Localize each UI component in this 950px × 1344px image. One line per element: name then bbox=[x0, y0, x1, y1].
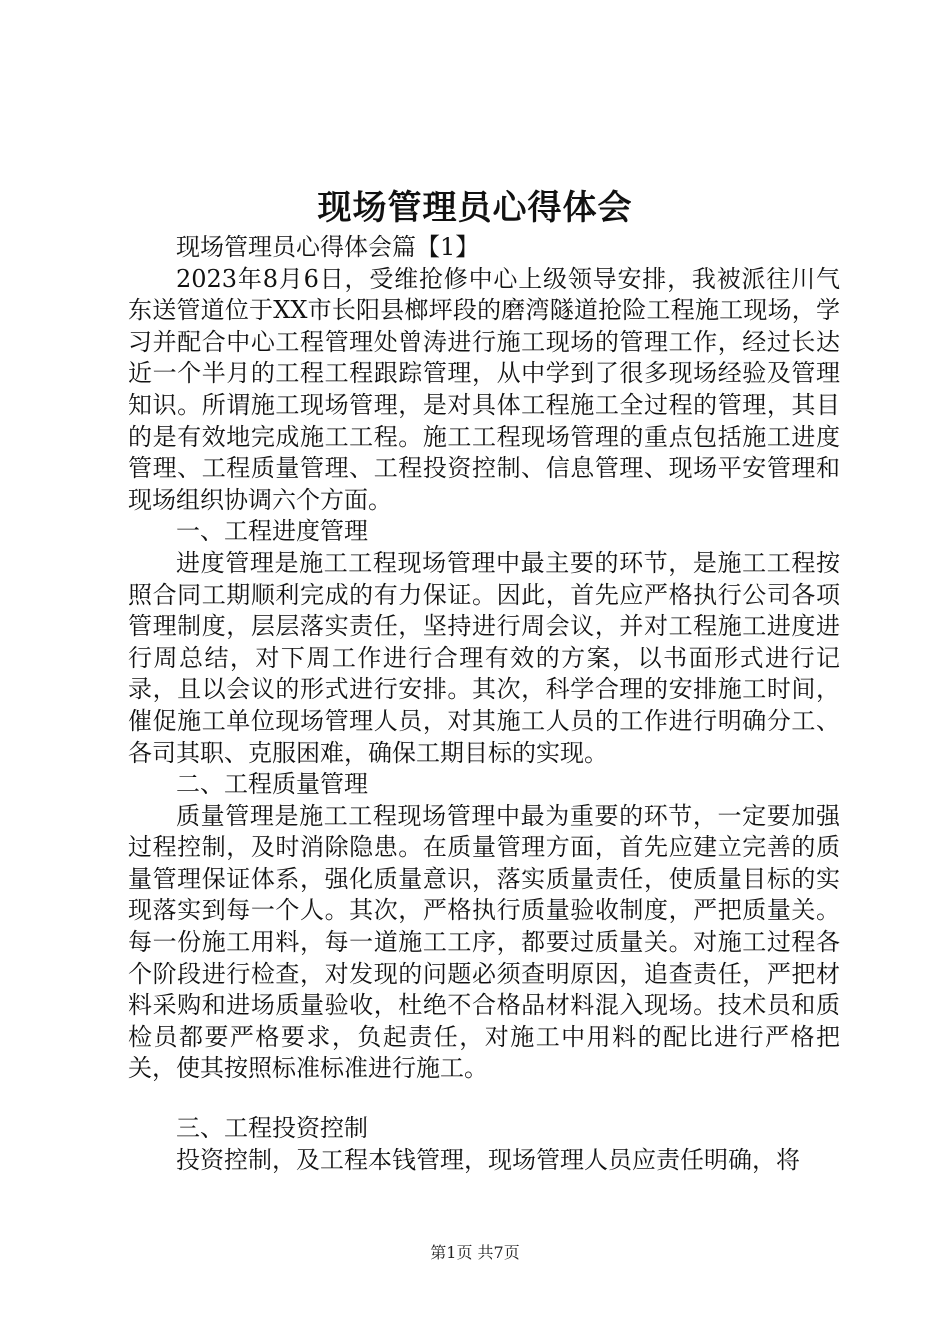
document-body bbox=[128, 232, 840, 1176]
intro-paragraph: 2023年8月6日，受维抢修中心上级领导安排，我被派往川气东送管道位于XX市长阳县榔坪段的磨湾隧道抢险工程施工现场，学习并配合中心工程管理处曾涛进行施工现场的管理工作，经过长达近一个半月的工程工程跟踪管理，从中学到了很多现场经验及管理知识。所谓施工现场管理，是对具体工程施工全过程的管理，其目的是有效地完成施工工程。施工工程现场管理的重点包括施工进度管理、工程质量管理、工程投资控制、信息管理、现场平安管理和现场组织协调六个方面。 bbox=[128, 264, 840, 514]
document-title: 现场管理员心得体会 bbox=[317, 188, 633, 228]
quality-paragraph: 质量管理是施工工程现场管理中最为重要的环节，一定要加强过程控制，及时消除隐患。在质量管理方面，首先应建立完善的质量管理保证体系，强化质量意识，落实质量责任，使质量目标的实现落实到每一个人。其次，严格执行质量验收制度，严把质量关。每一份施工用料，每一道施工工序，都要过质量关。对施工过程各个阶段进行检查，对发现的问题必须查明原因，追查责任，严把材料采购和进场质量验收，杜绝不合格品材料混入现场。技术员和质检员都要严格要求，负起责任，对施工中用料的配比进行严格把关，使其按照标准标准进行施工。 bbox=[128, 801, 840, 1083]
progress-paragraph: 进度管理是施工工程现场管理中最主要的环节，是施工工程按照合同工期顺利完成的有力保证。因此，首先应严格执行公司各项管理制度，层层落实责任，坚持进行周会议，并对工程施工进度进行周总结，对下周工作进行合理有效的方案，以书面形式进行记录，且以会议的形式进行安排。其次，科学合理的安排施工时间，催促施工单位现场管理人员，对其施工人员的工作进行明确分工、各司其职、克服困难，确保工期目标的实现。 bbox=[128, 548, 840, 767]
page-footer: 第1页 共7页 bbox=[430, 1243, 520, 1262]
subtitle-paragraph: 现场管理员心得体会篇【1】 bbox=[176, 233, 480, 261]
section-heading-quality: 二、工程质量管理 bbox=[176, 770, 368, 799]
investment-paragraph: 投资控制，及工程本钱管理，现场管理人员应责任明确，将 bbox=[176, 1145, 800, 1174]
section-heading-investment: 三、工程投资控制 bbox=[176, 1114, 368, 1143]
section-heading-progress: 一、工程进度管理 bbox=[176, 517, 368, 546]
